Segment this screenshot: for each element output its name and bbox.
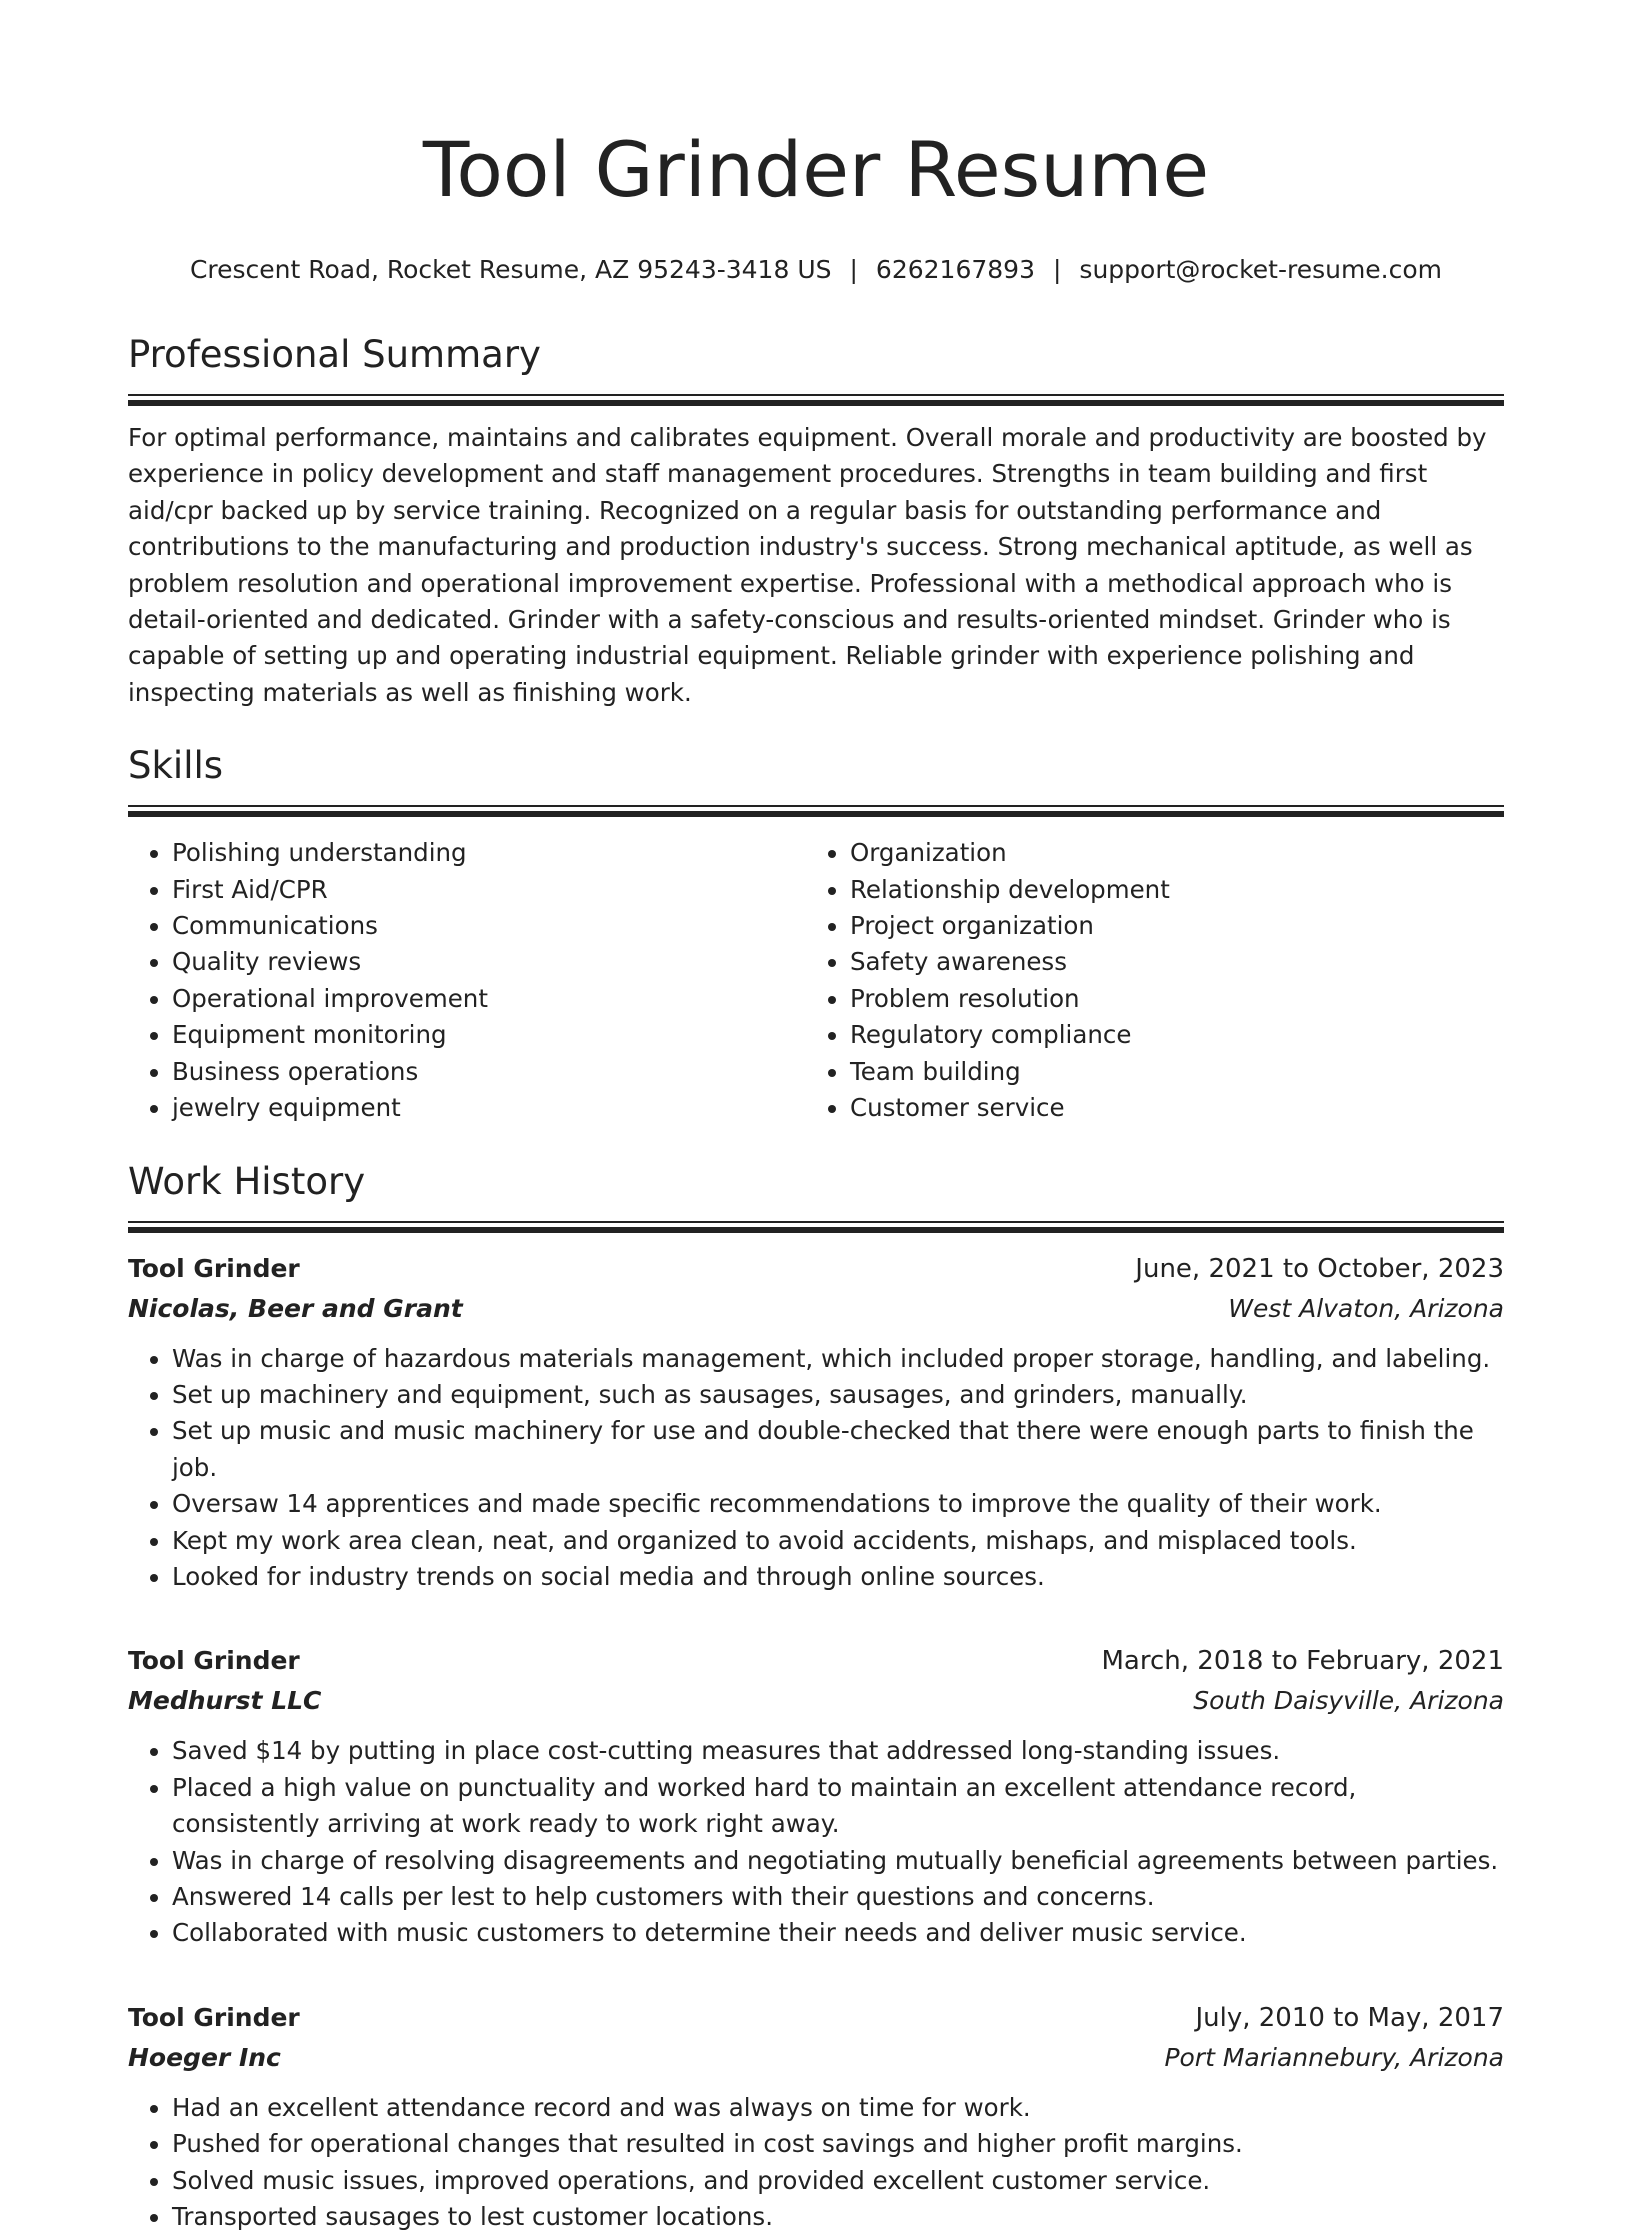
address-text: Crescent Road, Rocket Resume, AZ 95243-3418 US <box>190 255 832 284</box>
skills-section <box>128 741 1504 1126</box>
job-bullet: • Looked for industry trends on social media and through online sources. <box>172 1559 1504 1595</box>
job-bullet: • Saved $14 by putting in place cost-cutting measures that addressed long-standing issues. <box>172 1733 1504 1769</box>
skill-item: • Safety awareness <box>850 944 1484 980</box>
work-history-section <box>128 1157 1504 2235</box>
job-company: Hoeger Inc <box>128 2038 281 2078</box>
skill-item: • Business operations <box>172 1054 806 1090</box>
job-bullet: • Pushed for operational changes that resulted in cost savings and higher profit margins. <box>172 2126 1504 2162</box>
job-title: Tool Grinder <box>128 1249 300 1289</box>
job-bullet: • Kept my work area clean, neat, and organized to avoid accidents, mishaps, and misplaced tools. <box>172 1523 1504 1559</box>
job-header-row <box>128 1249 1504 1289</box>
job-bullet: • Set up machinery and equipment, such as sausages, sausages, and grinders, manually. <box>172 1377 1504 1413</box>
skill-item: • First Aid/CPR <box>172 872 806 908</box>
skill-item: • Organization <box>850 835 1484 871</box>
job-bullet: • Had an excellent attendance record and was always on time for work. <box>172 2090 1504 2126</box>
job-location: West Alvaton, Arizona <box>1228 1289 1504 1329</box>
job-location: Port Mariannebury, Arizona <box>1164 2038 1504 2078</box>
job-company-row <box>128 1681 1504 1721</box>
section-heading-summary: Professional Summary <box>128 330 1504 380</box>
job-bullet: • Oversaw 14 apprentices and made specific recommendations to improve the quality of their work. <box>172 1486 1504 1522</box>
contact-separator: | <box>849 255 857 284</box>
section-heading-skills: Skills <box>128 741 1504 791</box>
job-bullet: • Set up music and music machinery for use and double-checked that there were enough parts to finish the job. <box>172 1413 1504 1486</box>
section-divider <box>128 805 1504 817</box>
contact-line <box>128 252 1504 288</box>
skill-item: • Customer service <box>850 1090 1484 1126</box>
job-dates: June, 2021 to October, 2023 <box>1135 1249 1504 1289</box>
skill-item: • Operational improvement <box>172 981 806 1017</box>
job-company: Nicolas, Beer and Grant <box>128 1289 463 1329</box>
job-bullet: • Was in charge of resolving disagreements and negotiating mutually beneficial agreements between parties. <box>172 1843 1504 1879</box>
job-company-row <box>128 2038 1504 2078</box>
job-bullet: • Solved music issues, improved operations, and provided excellent customer service. <box>172 2163 1504 2199</box>
job-bullet: • Transported sausages to lest customer locations. <box>172 2199 1504 2235</box>
page-title: Tool Grinder Resume <box>128 120 1504 220</box>
skill-item: • Project organization <box>850 908 1484 944</box>
job-bullet: • Placed a high value on punctuality and worked hard to maintain an excellent attendance record, consistently arriving at work ready to work right away. <box>172 1770 1504 1843</box>
skill-item: • Communications <box>172 908 806 944</box>
job-entry <box>128 1641 1504 1951</box>
skill-item: • Team building <box>850 1054 1484 1090</box>
job-company: Medhurst LLC <box>128 1681 321 1721</box>
skill-item: • Regulatory compliance <box>850 1017 1484 1053</box>
skills-list-left <box>128 835 806 1126</box>
job-company-row <box>128 1289 1504 1329</box>
skills-list-right <box>806 835 1484 1126</box>
email-text: support@rocket-resume.com <box>1079 255 1442 284</box>
professional-summary-section <box>128 330 1504 711</box>
skills-columns <box>128 835 1504 1126</box>
job-bullet: • Collaborated with music customers to determine their needs and deliver music service. <box>172 1915 1504 1951</box>
job-bullets <box>128 1341 1504 1596</box>
job-bullet: • Answered 14 calls per lest to help customers with their questions and concerns. <box>172 1879 1504 1915</box>
skill-item: • Problem resolution <box>850 981 1484 1017</box>
section-divider <box>128 394 1504 406</box>
section-divider <box>128 1221 1504 1233</box>
skill-item: • jewelry equipment <box>172 1090 806 1126</box>
section-heading-work: Work History <box>128 1157 1504 1207</box>
job-entry <box>128 1998 1504 2235</box>
job-location: South Daisyville, Arizona <box>1193 1681 1504 1721</box>
summary-text: For optimal performance, maintains and calibrates equipment. Overall morale and productivity are boosted by experience in policy development and staff management procedures. Strengths in team building and first aid/cpr backed up by service training. Recognized on a regular basis for outstanding performance and contributions to the manufacturing and production industry's success. Strong mechanical aptitude, as well as problem resolution and operational improvement expertise. Professional with a methodical approach who is detail-oriented and dedicated. Grinder with a safety-conscious and results-oriented mindset. Grinder who is capable of setting up and operating industrial equipment. Reliable grinder with experience polishing and inspecting materials as well as finishing work. <box>128 420 1504 711</box>
job-header-row <box>128 1641 1504 1681</box>
skill-item: • Polishing understanding <box>172 835 806 871</box>
skill-item: • Quality reviews <box>172 944 806 980</box>
job-bullets <box>128 1733 1504 1951</box>
job-bullet: • Was in charge of hazardous materials management, which included proper storage, handling, and labeling. <box>172 1341 1504 1377</box>
skill-item: • Relationship development <box>850 872 1484 908</box>
job-header-row <box>128 1998 1504 2038</box>
job-dates: March, 2018 to February, 2021 <box>1102 1641 1505 1681</box>
contact-separator: | <box>1053 255 1061 284</box>
skill-item: • Equipment monitoring <box>172 1017 806 1053</box>
job-entry <box>128 1249 1504 1596</box>
job-dates: July, 2010 to May, 2017 <box>1195 1998 1504 2038</box>
job-title: Tool Grinder <box>128 1998 300 2038</box>
job-title: Tool Grinder <box>128 1641 300 1681</box>
phone-text: 6262167893 <box>876 255 1035 284</box>
